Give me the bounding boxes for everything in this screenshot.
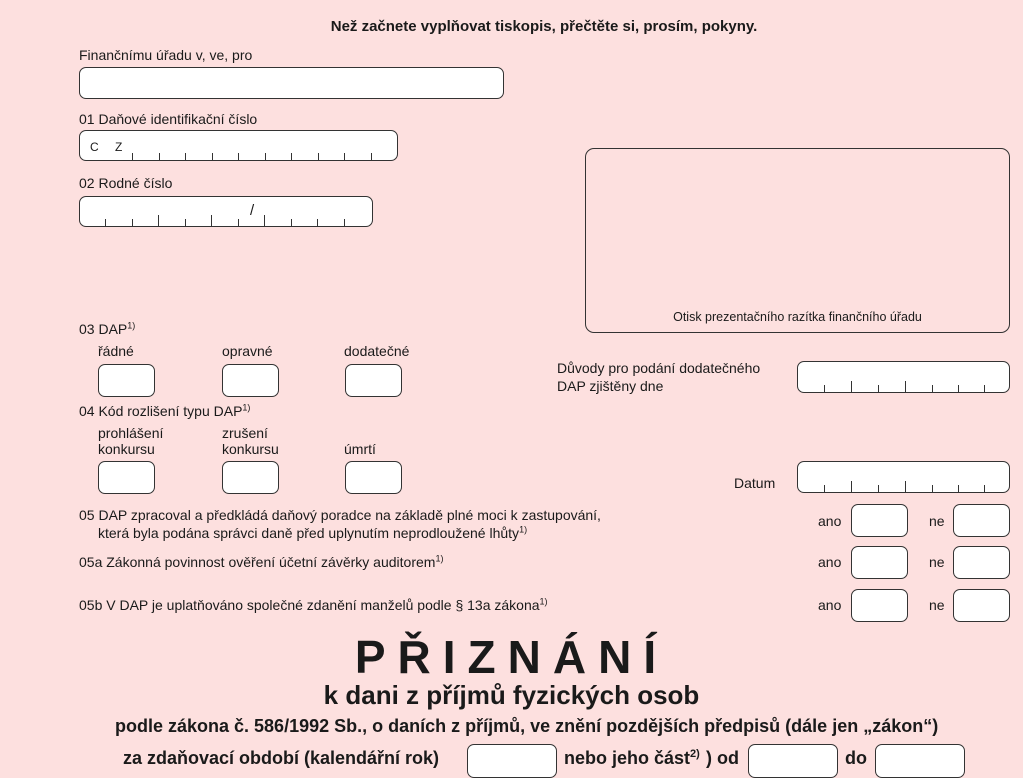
period-to-input[interactable]: [875, 744, 965, 778]
dap-corrective-label: opravné: [222, 343, 273, 359]
q05-yes-checkbox[interactable]: [851, 504, 908, 537]
dap-supplementary-checkbox[interactable]: [345, 364, 402, 397]
comb-tick: [851, 481, 852, 492]
comb-tick: [265, 153, 266, 160]
comb-tick: [878, 485, 879, 492]
birth-number-input[interactable]: [79, 196, 373, 227]
date-label: Datum: [734, 475, 776, 491]
dic-label: 01 Daňové identifikační číslo: [79, 111, 258, 127]
comb-tick: [159, 153, 160, 160]
death-label: úmrtí: [344, 441, 376, 457]
comb-tick: [185, 219, 186, 226]
comb-tick: [238, 219, 239, 226]
comb-tick: [932, 485, 933, 492]
birth-number-separator: /: [250, 202, 255, 219]
q05b-no-label: ne: [929, 597, 945, 613]
dic-prefix-c: C: [90, 140, 99, 154]
comb-tick: [212, 153, 213, 160]
birth-number-label: 02 Rodné číslo: [79, 175, 173, 191]
q05a-no-checkbox[interactable]: [953, 546, 1010, 579]
bankruptcy-cancelled-label: zrušení konkursu: [222, 425, 279, 457]
tax-period-label: za zdaňovací období (kalendářní rok): [123, 748, 440, 768]
instruction-note: Než začnete vyplňovat tiskopis, přečtěte si, prosím, pokyny.: [330, 18, 758, 35]
dap-supplementary-label: dodatečné: [344, 343, 410, 359]
comb-tick: [291, 153, 292, 160]
stamp-caption: Otisk prezentačního razítka finančního úřadu: [673, 310, 922, 324]
comb-tick: [905, 381, 906, 392]
stamp-area: [585, 148, 1010, 333]
comb-tick: [132, 153, 133, 160]
comb-tick: [371, 153, 372, 160]
q05-yes-label: ano: [818, 513, 842, 529]
bankruptcy-declared-label: prohlášení konkursu: [98, 425, 164, 457]
comb-tick: [185, 153, 186, 160]
period-part-label: nebo jeho část$^{2)}$: [564, 748, 700, 768]
q05b-yes-label: ano: [818, 597, 842, 613]
comb-tick: [318, 153, 319, 160]
bankruptcy-cancelled-checkbox[interactable]: [222, 461, 279, 494]
form-title: PŘIZNÁNÍ: [354, 631, 669, 683]
form-subtitle: k dani z příjmů fyzických osob: [323, 680, 700, 710]
comb-tick: [344, 219, 345, 226]
comb-tick: [824, 485, 825, 492]
comb-tick: [984, 385, 985, 392]
q05-line1: 05 DAP zpracoval a předkládá daňový poradce na základě plné moci k zastupování,: [79, 507, 601, 523]
type-code-label: 04 Kód rozlišení typu DAP$^{1)}$: [79, 402, 251, 419]
dic-prefix-z: Z: [115, 140, 123, 154]
supplementary-reason-label-2: DAP zjištěny dne: [557, 378, 664, 394]
comb-tick: [932, 385, 933, 392]
comb-tick: [211, 215, 212, 226]
comb-tick: [905, 481, 906, 492]
death-checkbox[interactable]: [345, 461, 402, 494]
law-reference: podle zákona č. 586/1992 Sb., o daních z příjmů, ve znění pozdějších předpisů (dále jen „zákon“): [115, 716, 939, 736]
comb-tick: [238, 153, 239, 160]
supplementary-reason-label-1: Důvody pro podání dodatečného: [557, 360, 761, 376]
period-from-input[interactable]: [748, 744, 838, 778]
office-input[interactable]: [79, 67, 504, 99]
comb-tick: [264, 215, 265, 226]
comb-tick: [317, 219, 318, 226]
comb-tick: [851, 381, 852, 392]
comb-tick: [824, 385, 825, 392]
q05a-label: 05a Zákonná povinnost ověření účetní závěrky auditorem$^{1)}$: [79, 553, 444, 570]
office-label: Finančnímu úřadu v, ve, pro: [79, 47, 253, 63]
comb-tick: [132, 219, 133, 226]
comb-tick: [158, 215, 159, 226]
comb-tick: [958, 385, 959, 392]
dic-input[interactable]: [79, 130, 398, 161]
comb-tick: [984, 485, 985, 492]
q05-no-label: ne: [929, 513, 945, 529]
q05-line2: která byla podána správci daně před uplynutím neprodloužené lhůty$^{1)}$: [98, 524, 528, 541]
comb-tick: [105, 219, 106, 226]
dap-label: 03 DAP$^{1)}$: [79, 320, 136, 337]
period-to-label: do: [845, 748, 867, 768]
comb-tick: [878, 385, 879, 392]
bankruptcy-declared-checkbox[interactable]: [98, 461, 155, 494]
comb-tick: [291, 219, 292, 226]
supplementary-date-input[interactable]: [797, 361, 1010, 393]
period-from-label: ) od: [706, 748, 739, 768]
dap-corrective-checkbox[interactable]: [222, 364, 279, 397]
dap-regular-checkbox[interactable]: [98, 364, 155, 397]
q05a-yes-checkbox[interactable]: [851, 546, 908, 579]
q05-no-checkbox[interactable]: [953, 504, 1010, 537]
q05b-label: 05b V DAP je uplatňováno společné zdanění manželů podle § 13a zákona$^{1)}$: [79, 596, 548, 613]
q05a-no-label: ne: [929, 554, 945, 570]
q05b-no-checkbox[interactable]: [953, 589, 1010, 622]
dap-regular-label: řádné: [98, 343, 134, 359]
comb-tick: [344, 153, 345, 160]
q05b-yes-checkbox[interactable]: [851, 589, 908, 622]
comb-tick: [958, 485, 959, 492]
date-input[interactable]: [797, 461, 1010, 493]
q05a-yes-label: ano: [818, 554, 842, 570]
tax-year-input[interactable]: [467, 744, 557, 778]
